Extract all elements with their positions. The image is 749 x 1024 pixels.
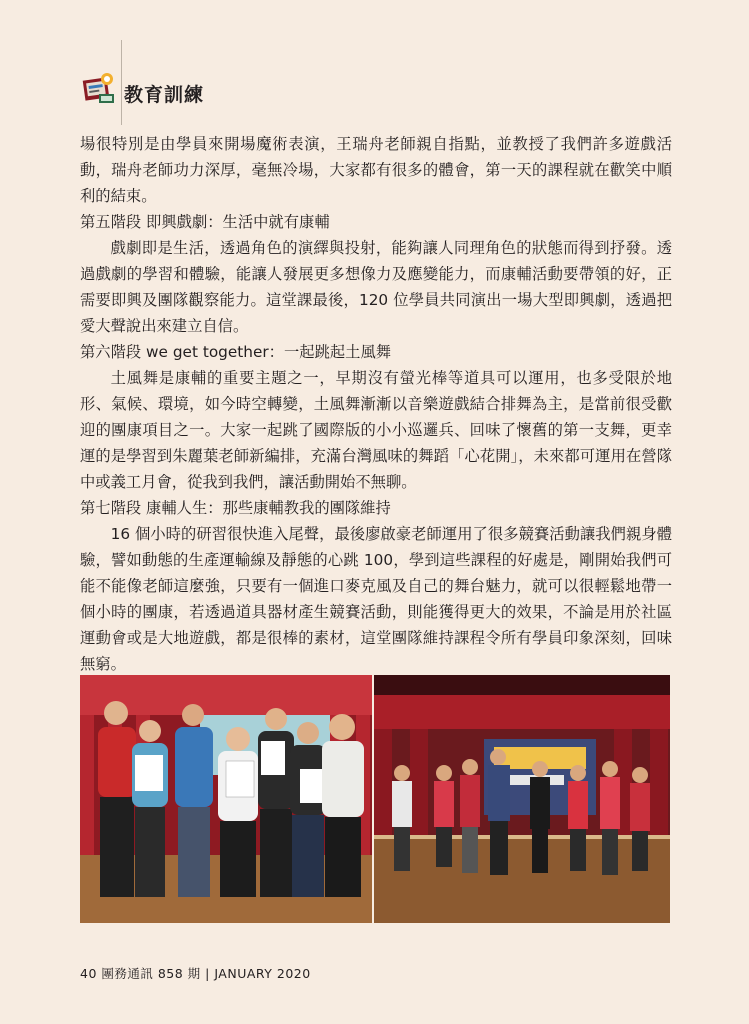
- stage-five-paragraph: 戲劇即是生活，透過角色的演繹與投射，能夠讓人同理角色的狀態而得到抒發。透過戲劇的學習和體驗，能讓人發展更多想像力及應變能力，而康輔活動要帶領的好，正需要即興及團隊觀察能力。這堂課最後，120 位學員共同演出一場大型即興劇，透過把愛大聲說出來建立自信。: [80, 239, 672, 335]
- page-footer: 40 團務通訊 858 期 | JANUARY 2020: [80, 966, 311, 981]
- stage-dance-photo: [374, 675, 670, 923]
- article-body: [80, 131, 672, 677]
- stage-seven-paragraph: 16 個小時的研習很快進入尾聲，最後廖啟豪老師運用了很多競賽活動讓我們親身體驗，譬如動態的生產運輸線及靜態的心跳 100，學到這些課程的好處是，剛開始我們可能不能像老師這麼強，只要有一個進口麥克風及自己的舞台魅力，就可以很輕鬆地帶一個小時的團康，若透過道具器材產生競賽活動，則能獲得更大的效果，不論是用於社區運動會或是大地遊戲，都是很棒的素材，這堂團隊維持課程令所有學員印象深刻，回味無窮。: [80, 525, 672, 673]
- stage-five-heading: 第五階段 即興戲劇：生活中就有康輔: [80, 213, 330, 231]
- teaching-icon: [81, 70, 117, 106]
- header-divider: [121, 40, 122, 125]
- group-certificate-photo: [80, 675, 372, 923]
- section-title: 教育訓練: [124, 84, 205, 106]
- stage-six-paragraph: 土風舞是康輔的重要主題之一，早期沒有螢光棒等道具可以運用，也多受限於地形、氣候、環境，如今時空轉變，土風舞漸漸以音樂遊戲結合排舞為主，是當前很受歡迎的團康項目之一。大家一起跳了國際版的小小巡邏兵、回味了懷舊的第一支舞，更幸運的是學習到朱麗葉老師新編排，充滿台灣風味的舞蹈「心花開」，未來都可運用在營隊中或義工月會，從我到我們，讓活動開始不無聊。: [80, 369, 672, 491]
- paragraph-continuation: 場很特別是由學員來開場魔術表演，王瑞舟老師親自指點，並教授了我們許多遊戲活動，瑞舟老師功力深厚，毫無冷場，大家都有很多的體會，第一天的課程就在歡笑中順利的結束。: [80, 135, 672, 205]
- stage-six-heading: 第六階段 we get together：一起跳起土風舞: [80, 343, 392, 361]
- photo-row: [80, 675, 670, 923]
- stage-seven-heading: 第七階段 康輔人生：那些康輔教我的團隊維持: [80, 499, 391, 517]
